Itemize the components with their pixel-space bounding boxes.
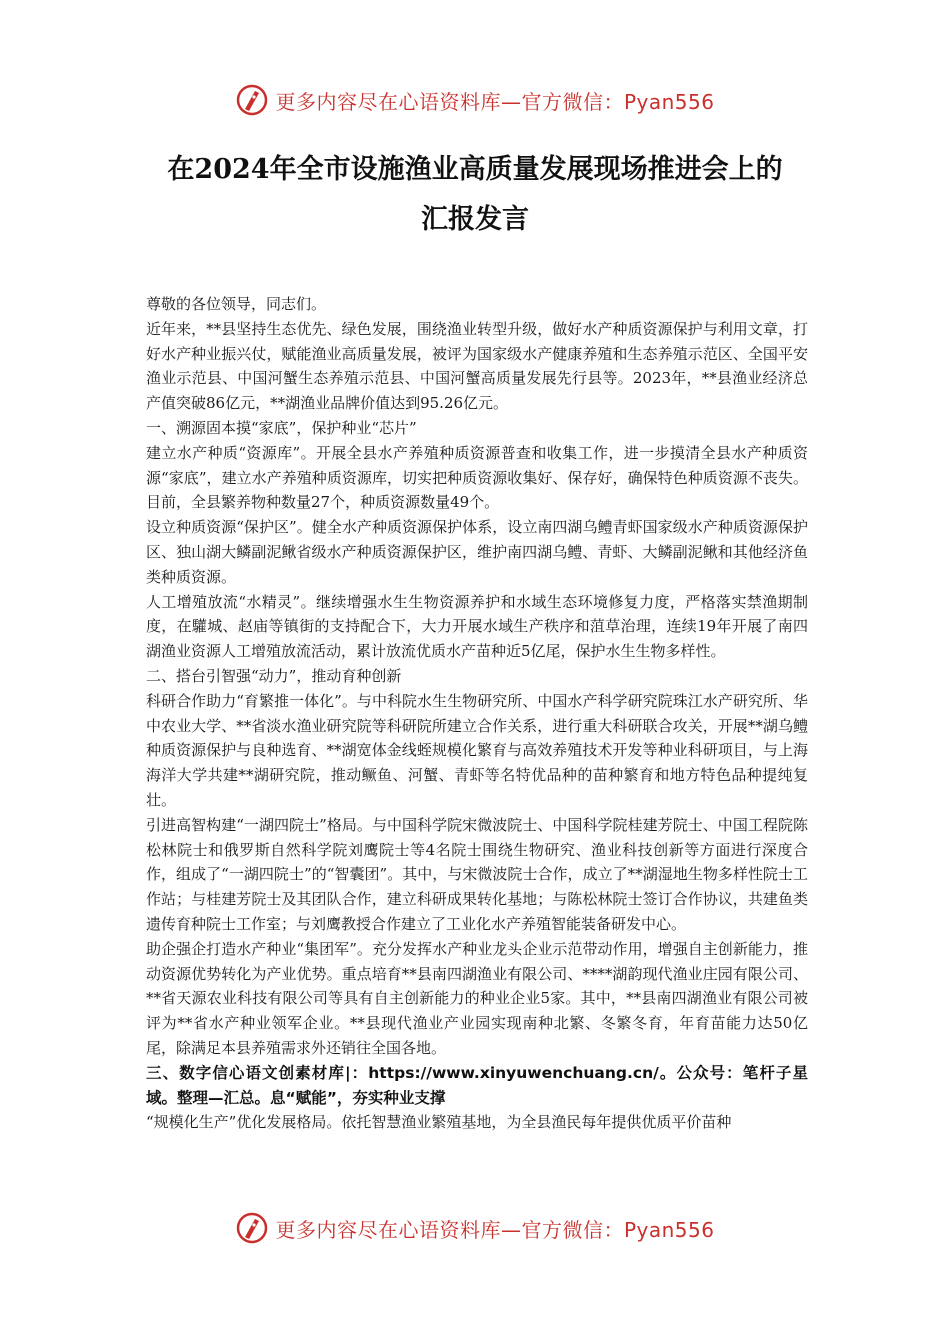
header-banner [0, 80, 950, 120]
document-title-line2: 汇报发言 [421, 204, 529, 235]
pen-nib-logo-icon [235, 83, 269, 117]
paragraph: 科研合作助力“育繁推一体化”。与中科院水生生物研究所、中国水产科学研究院珠江水产研究所、华中农业大学、**省淡水渔业研究院等科研院所建立合作关系，进行重大科研联合攻关，开展**湖乌鳢种质资源保护与良种选育、**湖宽体金线蛭规模化繁育与高效养殖技术开发等种业科研项目，与上海海洋大学共建**湖研究院，推动鳜鱼、河蟹、青虾等名特优品种的苗种繁育和地方特色品种提纯复壮。 [146, 691, 808, 809]
document-title-line1: 在2024年全市设施渔业高质量发展现场推进会上的 [167, 154, 783, 185]
banner-text: 更多内容尽在心语资料库—官方微信：Pyan556 [275, 89, 715, 114]
paragraph: “规模化生产”优化发展格局。依托智慧渔业繁殖基地，为全县渔民每年提供优质平价苗种 [146, 1113, 732, 1132]
section-heading-2: 二、搭台引智强“动力”，推动育种创新 [146, 666, 402, 685]
paragraph: 助企强企打造水产种业“集团军”。充分发挥水产种业龙头企业示范带动作用，增强自主创新能力，推动资源优势转化为产业优势。重点培育**县南四湖渔业有限公司、****湖韵现代渔业庄园有限公司、**省天源农业科技有限公司等具有自主创新能力的种业企业5家。其中，**县南四湖渔业有限公司被评为**省水产种业领军企业。**县现代渔业产业园实现南种北繁、冬繁冬育，年育苗能力达50亿尾，除满足本县养殖需求外还销往全国各地。 [146, 939, 808, 1057]
paragraph: 人工增殖放流“水精灵”。继续增强水生生物资源养护和水域生态环境修复力度，严格落实禁渔期制度，在驩城、赵庙等镇街的支持配合下，大力开展水域生产秩序和菹草治理，连续19年开展了南四湖渔业资源人工增殖放流活动，累计放流优质水产苗种近5亿尾，保护水生生物多样性。 [146, 592, 808, 661]
section-heading-1: 一、溯源固本摸“家底”，保护种业“芯片” [146, 418, 417, 437]
document-body [146, 292, 808, 1135]
paragraph: 建立水产种质“资源库”。开展全县水产养殖种质资源普查和收集工作，进一步摸清全县水产种质资源“家底”，建立水产养殖种质资源库，切实把种质资源收集好、保存好，确保特色种质资源不丧失。目前，全县繁养物种数量27个，种质资源数量49个。 [146, 443, 808, 512]
pen-nib-logo-icon [235, 1211, 269, 1245]
salutation: 尊敬的各位领导，同志们。 [146, 295, 327, 313]
paragraph: 引进高智构建“一湖四院士”格局。与中国科学院宋微波院士、中国科学院桂建芳院士、中国工程院陈松林院士和俄罗斯自然科学院刘鹰院士等4名院士围绕生物研究、渔业科技创新等方面进行深度合作，组成了“一湖四院士”的“智囊团”。其中，与宋微波院士合作，成立了**湖湿地生物多样性院士工作站；与桂建芳院士及其团队合作，建立科研成果转化基地；与陈松林院士签订合作协议，共建鱼类遗传育种院士工作室；与刘鹰教授合作建立了工业化水产养殖智能装备研发中心。 [146, 815, 808, 933]
intro-paragraph: 近年来，**县坚持生态优先、绿色发展，围绕渔业转型升级，做好水产种质资源保护与利用文章，打好水产种业振兴仗，赋能渔业高质量发展，被评为国家级水产健康养殖和生态养殖示范区、全国平安渔业示范县、中国河蟹生态养殖示范县、中国河蟹高质量发展先行县等。2023年，**县渔业经济总产值突破86亿元，**湖渔业品牌价值达到95.26亿元。 [146, 319, 808, 413]
footer-banner [0, 1208, 950, 1248]
paragraph: 设立种质资源“保护区”。健全水产种质资源保护体系，设立南四湖乌鳢青虾国家级水产种质资源保护区、独山湖大鳞副泥鳅省级水产种质资源保护区，维护南四湖乌鳢、青虾、大鳞副泥鳅和其他经济鱼类种质资源。 [146, 518, 808, 586]
banner-text: 更多内容尽在心语资料库—官方微信：Pyan556 [275, 1217, 715, 1242]
section-heading-3: 三、数字信心语文创素材库|：https://www.xinyuwenchuang.cn/。公众号：笔杆子星域。整理—汇总。息“赋能”，夯实种业支撑 [146, 1063, 808, 1107]
